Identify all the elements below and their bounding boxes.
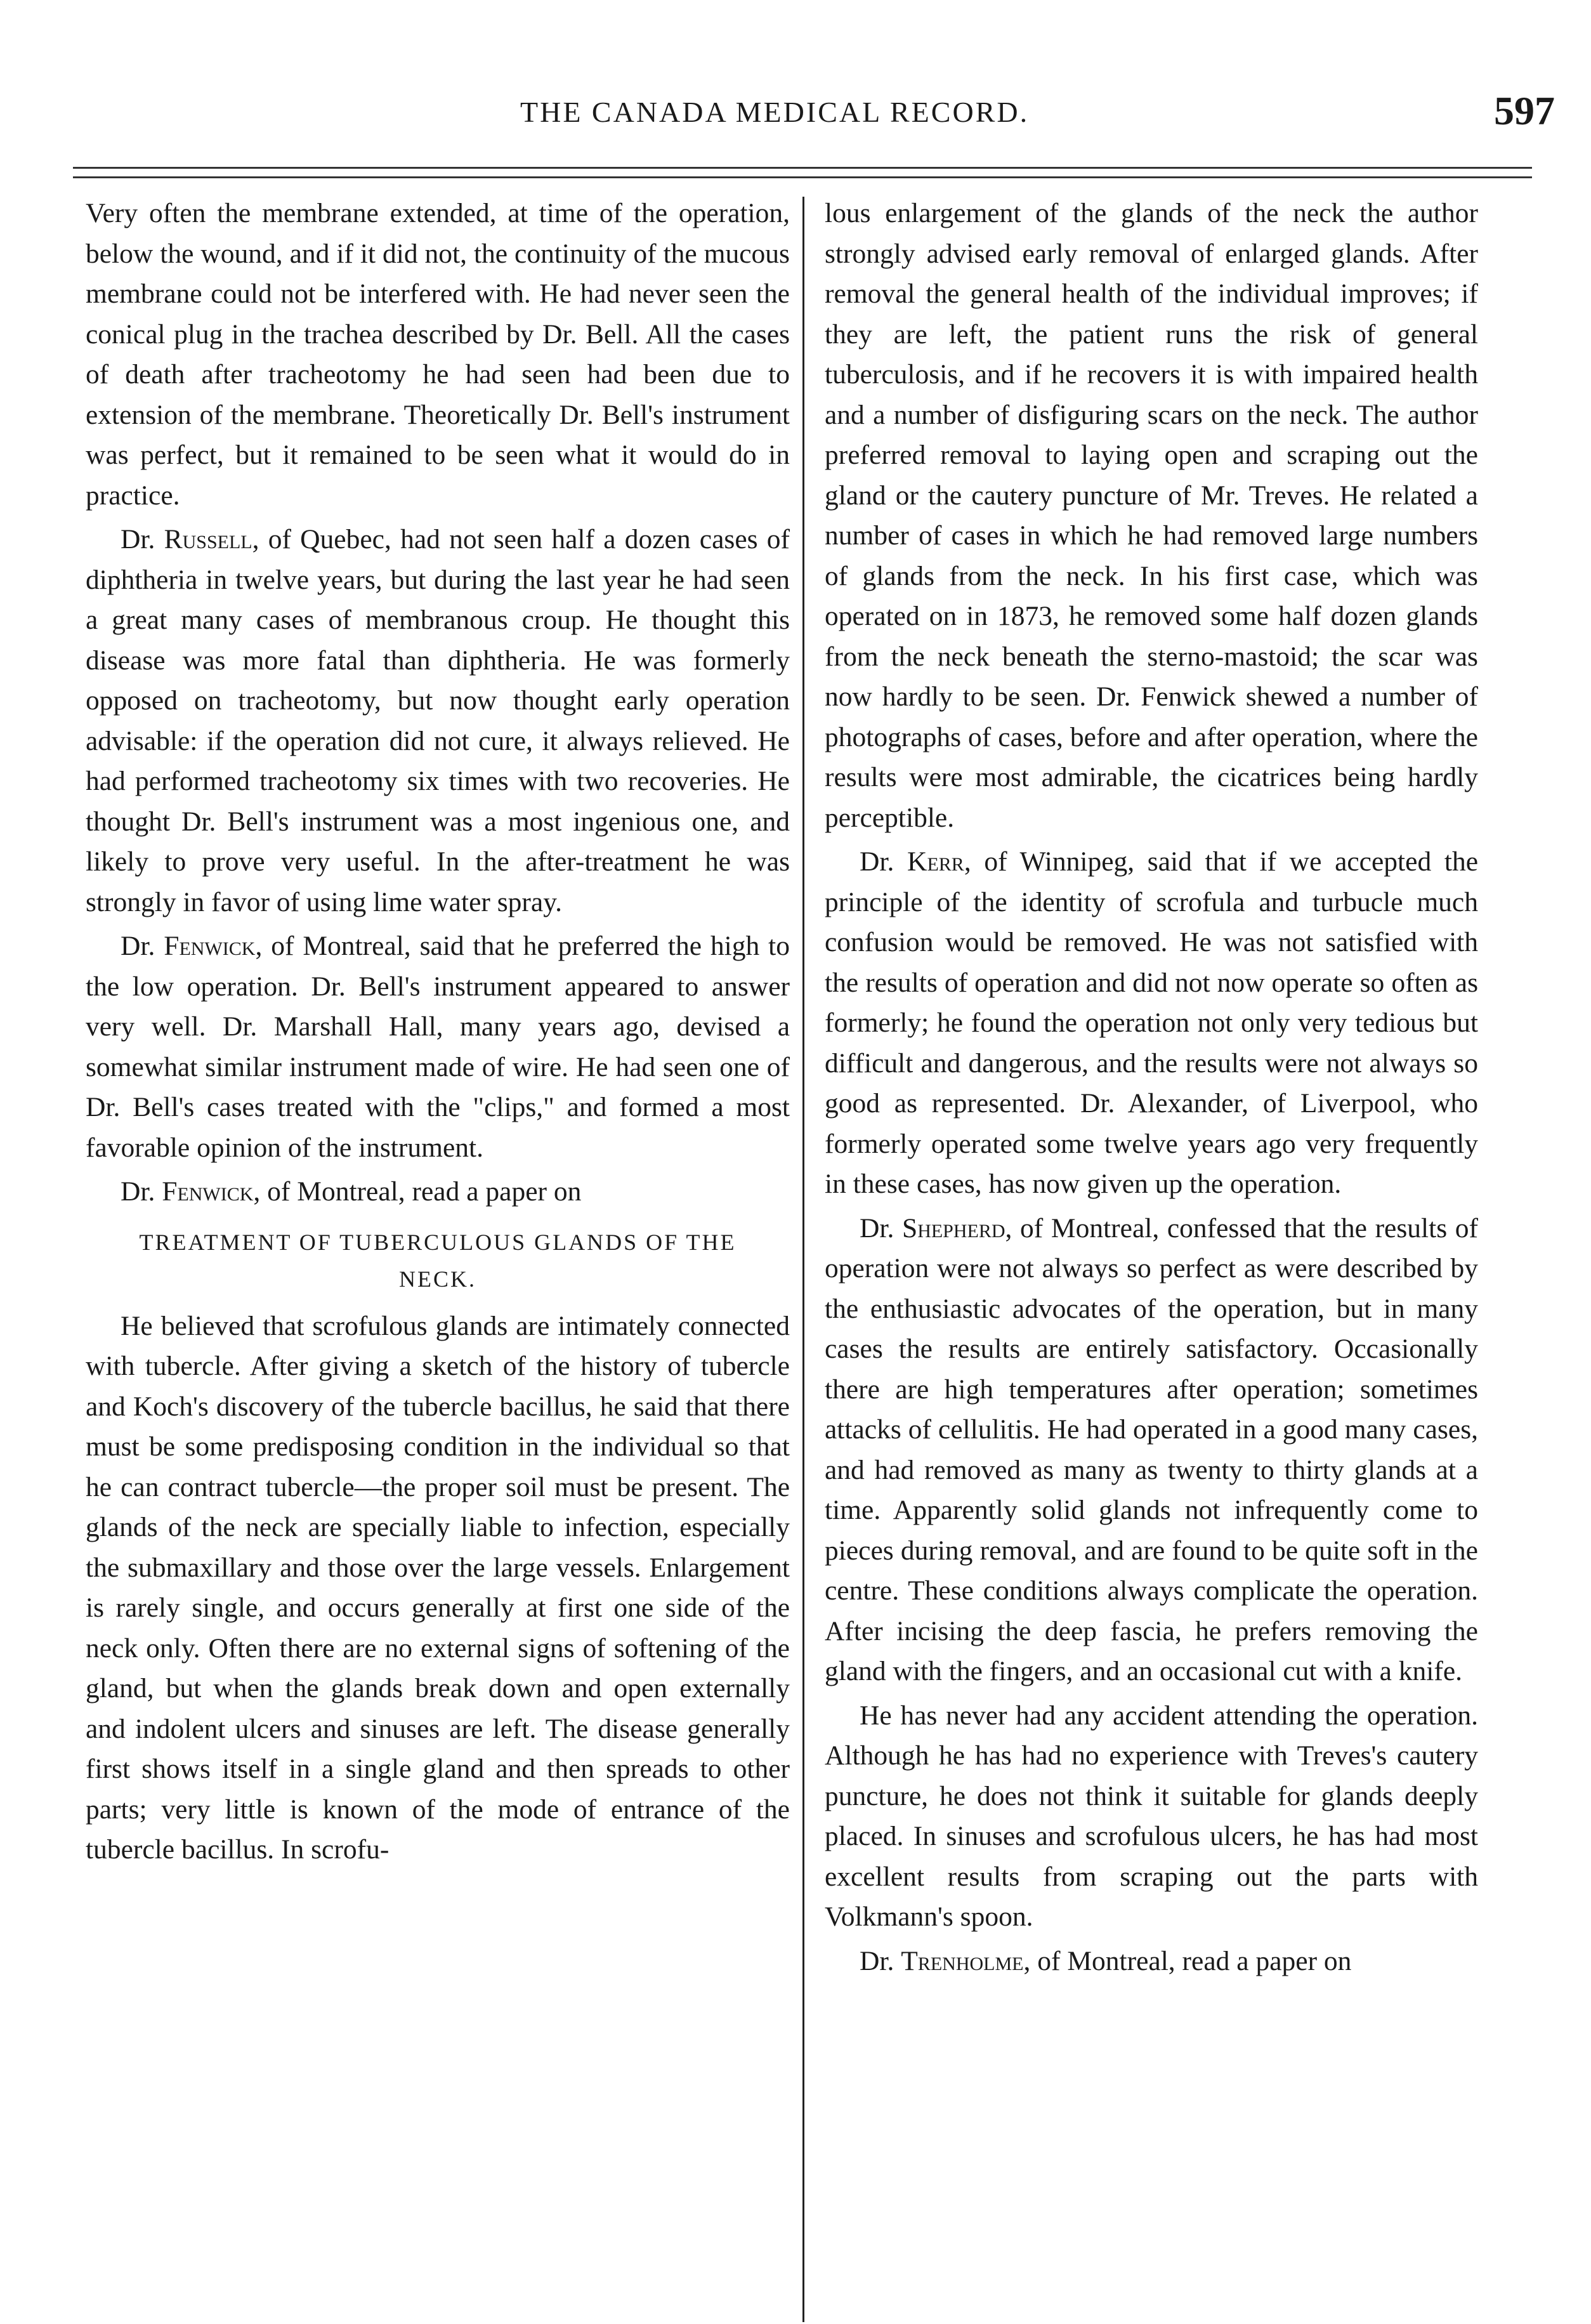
- paragraph: [86, 520, 790, 922]
- speaker-title: Dr.: [121, 931, 155, 961]
- left-column: [86, 194, 790, 1874]
- speaker-title: Dr.: [860, 1212, 894, 1244]
- speaker-name: Fenwick: [162, 1176, 254, 1207]
- paragraph-text: , of Winnipeg, said that if we accepted the principle of the identity of scrofula and turbucle much confusion would be removed. He was not satisfied with the results of operation and did not now operate so often as formerly; he found the operation not only very tedious but difficult and dangerous, and the results were not always so good as represented. Dr. Alexander, of Liverpool, who formerly operated some twelve years ago very frequently in these cases, has now given up the operation.: [825, 846, 1478, 1199]
- speaker-title: Dr.: [860, 1945, 894, 1976]
- paragraph: lous enlargement of the glands of the neck the author strongly advised early removal of enlarged glands. After removal the general health of the individual improves; if they are left, the patient runs the risk of general tuberculosis, and if he recovers it is with impaired health and a number of disfiguring scars on the neck. The author preferred removal to laying open and scraping out the gland or the cautery puncture of Mr. Treves. He related a number of cases in which he had removed large numbers of glands from the neck. In his first case, which was operated on in 1873, he removed some half dozen glands from the neck beneath the sterno-mastoid; the scar was now hardly to be seen. Dr. Fenwick shewed a number of photographs of cases, before and after operation, where the results were most admirable, the cicatrices being hardly perceptible.: [825, 198, 1478, 833]
- paragraph: He has never had any accident attending the operation. Although he has had no experience with Treves's cautery puncture, he does not think it suitable for glands deeply placed. In sinuses and scrofulous ulcers, he has had most excellent results from scraping out the parts with Volkmann's spoon.: [825, 1700, 1478, 1932]
- speaker-name: Shepherd: [902, 1212, 1005, 1244]
- paragraph-text: , of Montreal, read a paper on: [253, 1176, 582, 1207]
- speaker-name: Trenholme: [901, 1945, 1024, 1976]
- paragraph-text: , of Montreal, said that he preferred the high to the low operation. Dr. Bell's instrument appeared to answer very well. Dr. Marshall Hall, many years ago, devised a somewhat similar instrument made of wire. He had seen one of Dr. Bell's cases treated with the "clips," and formed a most favorable opinion of the instrument.: [86, 931, 790, 1163]
- speaker-name: Russell: [164, 524, 252, 555]
- header-rule-bottom: [73, 176, 1532, 178]
- paragraph-text: , of Montreal, confessed that the results of operation were not always so perfect as were described by the enthusiastic advocates of the operation, but in many cases the results are entirely satisfactory. Occasionally there are high temperatures after operation; sometimes attacks of cellulitis. He had operated in a good many cases, and had removed as many as twenty to thirty glands at a time. Apparently solid glands not infrequently come to pieces during removal, and are found to be quite soft in the centre. These conditions always complicate the operation. After incising the deep fascia, he prefers removing the gland with the fingers, and an occasional cut with a knife.: [825, 1212, 1478, 1686]
- speaker-name: Kerr: [907, 846, 964, 877]
- speaker-name: Fenwick: [164, 931, 256, 961]
- paragraph: [86, 926, 790, 1168]
- paragraph: [825, 1209, 1478, 1692]
- paragraph: He believed that scrofulous glands are intimately connected with tubercle. After giving a sketch of the history of tubercle and Koch's discovery of the tubercle bacillus, he said that there must be some predisposing condition in the individual so that he can contract tubercle—the proper soil must be present. The glands of the neck are specially liable to infection, especially the submaxillary and those over the large vessels. Enlargement is rarely single, and occurs generally at first one side of the neck only. Often there are no external signs of softening of the gland, but when the glands break down and open externally and indolent ulcers and sinuses are left. The disease generally first shows itself in a single gland and then spreads to other parts; very little is known of the mode of entrance of the tubercle bacillus. In scrofu-: [86, 1310, 790, 1865]
- paragraph-text: , of Quebec, had not seen half a dozen cases of diphtheria in twelve years, but during the last year he had seen a great many cases of membranous croup. He thought this disease was more fatal than diphtheria. He was formerly opposed on tracheotomy, but now thought early operation advisable: if the operation did not cure, it always relieved. He had performed tracheotomy six times with two recoveries. He thought Dr. Bell's instrument was a most ingenious one, and likely to prove very useful. In the after-treatment he was strongly in favor of using lime water spray.: [86, 524, 790, 917]
- paragraph: Very often the membrane extended, at time of the operation, below the wound, and if it did not, the continuity of the mucous membrane could not be interfered with. He had never seen the conical plug in the trachea described by Dr. Bell. All the cases of death after tracheotomy he had seen had been due to extension of the membrane. Theoretically Dr. Bell's instrument was perfect, but it remained to be seen what it would do in practice.: [86, 198, 790, 511]
- speaker-title: Dr.: [121, 524, 155, 555]
- page-number: 597: [1494, 88, 1555, 133]
- section-subheading: TREATMENT OF TUBERCULOUS GLANDS OF THE NECK.: [139, 1229, 737, 1292]
- right-column: [825, 194, 1478, 1985]
- paragraph: [825, 842, 1478, 1205]
- header-rule-top: [73, 167, 1532, 169]
- speaker-title: Dr.: [860, 846, 894, 877]
- page-header: [0, 88, 1591, 146]
- paragraph: [86, 1172, 790, 1212]
- speaker-title: Dr.: [121, 1176, 155, 1207]
- paragraph-text: , of Montreal, read a paper on: [1023, 1945, 1352, 1976]
- paragraph: [825, 1941, 1478, 1982]
- running-title: THE CANADA MEDICAL RECORD.: [520, 96, 1030, 128]
- column-divider: [802, 197, 804, 2322]
